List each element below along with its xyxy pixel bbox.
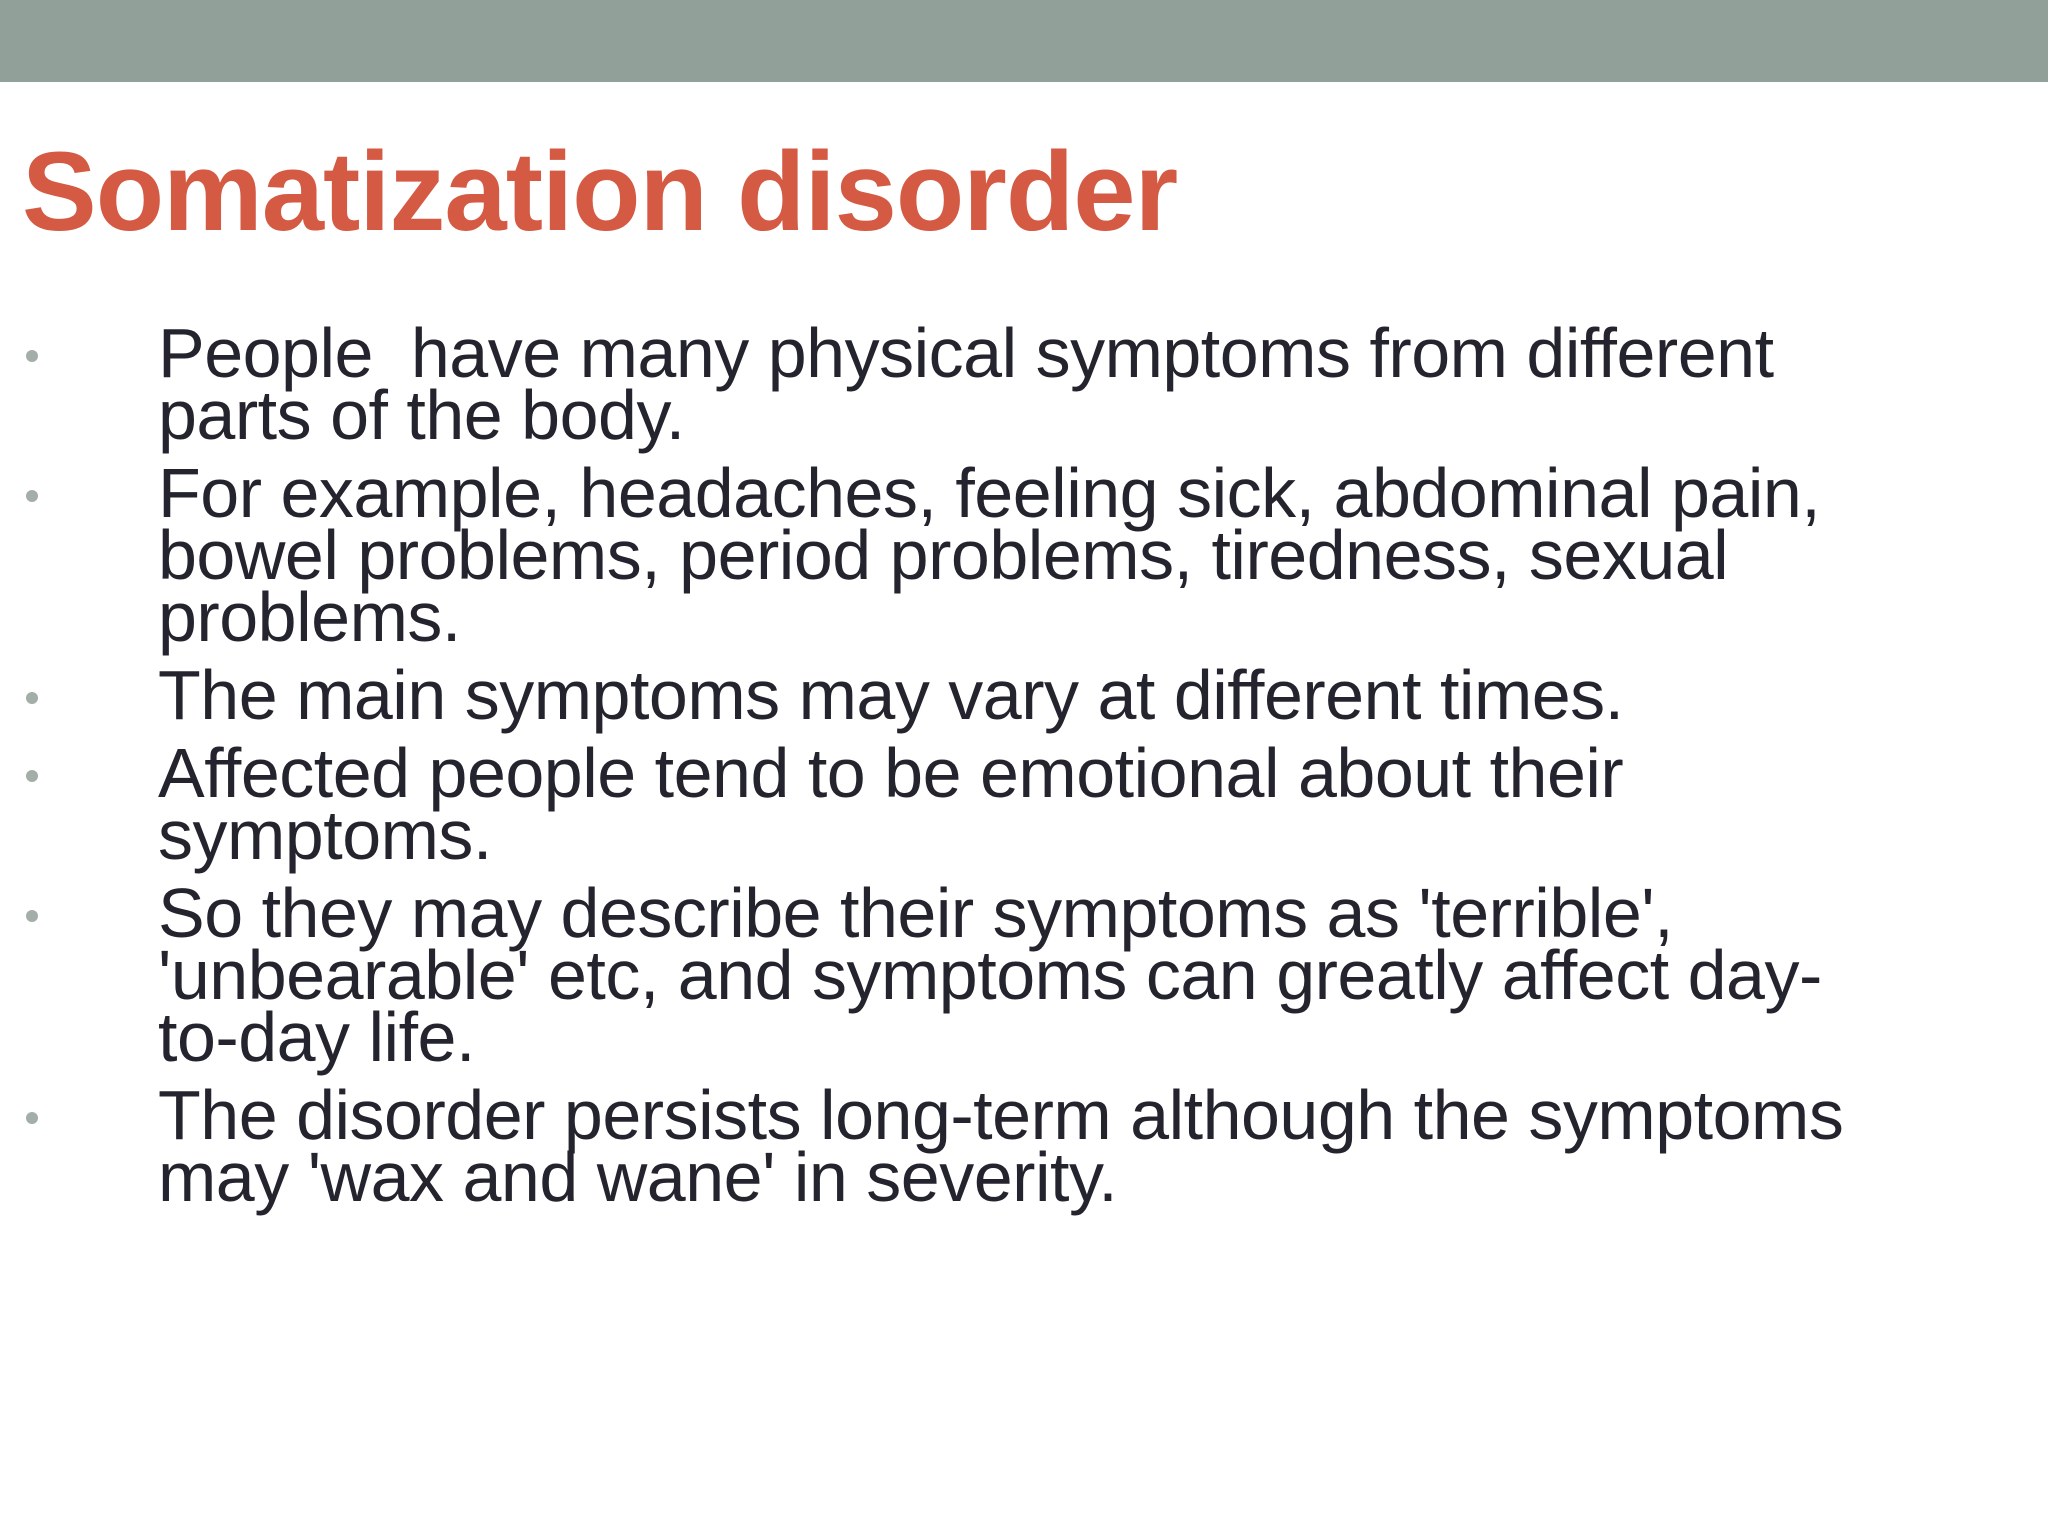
bullet-item [0,734,1858,874]
bullet-item [0,874,1858,1076]
bullet-dot-icon [26,770,38,782]
bullet-text: For example, headaches, feeling sick, abdominal pain, bowel problems, period problems, tiredness, sexual problems. [158,454,1840,656]
bullet-list [0,314,2048,1224]
bullet-text: People have many physical symptoms from different parts of the body. [158,314,1793,454]
bullet-item [0,656,1858,734]
bullet-text: So they may describe their symptoms as 'terrible', 'unbearable' etc, and symptoms can greatly affect day-to-day life. [158,874,1822,1076]
top-accent-bar [0,0,2048,82]
bullet-text: Affected people tend to be emotional about their symptoms. [158,734,1643,874]
bullet-item [0,314,1858,454]
bullet-text: The disorder persists long-term although the symptoms may 'wax and wane' in severity. [158,1076,1863,1216]
bullet-text: The main symptoms may vary at different times. [158,656,1624,734]
bullet-dot-icon [26,1112,38,1124]
bullet-item [0,1076,1863,1216]
bullet-dot-icon [26,490,38,502]
bullet-dot-icon [26,350,38,362]
bullet-dot-icon [26,692,38,704]
slide-title: Somatization disorder [22,129,1178,254]
bullet-dot-icon [26,910,38,922]
bullet-item [0,454,1858,656]
